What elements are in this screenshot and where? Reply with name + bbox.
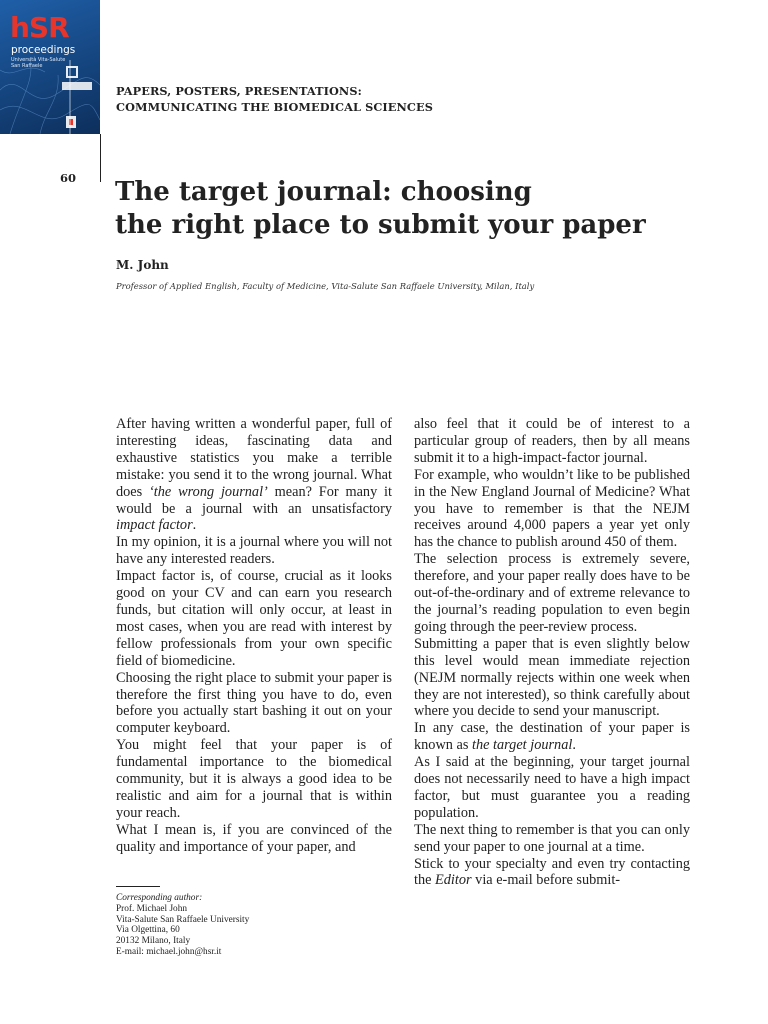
paragraph: You might feel that your paper is of fundamental importance to the biomedical community, but it is always a good idea to be realistic and aim for a journal that is within your reach.: [116, 737, 392, 821]
paragraph: The selection process is extremely severe, therefore, and your paper really does have to be out-of-the-ordinary and of extreme relevance to the journal’s reading population to even begin going through the peer-review process.: [414, 551, 690, 635]
footnote-institution: Vita-Salute San Raffaele University: [116, 914, 250, 925]
paragraph: For example, who wouldn’t like to be published in the New England Journal of Medicine? What you have to remember is that the NEJM receives around 4,000 papers a year yet only has the chance to publish around 450 of them.: [414, 466, 690, 551]
author-name: M. John: [116, 258, 169, 272]
corresponding-author-footnote: [116, 893, 376, 958]
journal-logo: [0, 0, 100, 134]
page-number: 60: [60, 171, 77, 185]
article-title: [115, 176, 735, 242]
paragraph: The next thing to remember is that you can only send your paper to one journal at a time.: [414, 821, 690, 855]
footnote-city: 20132 Milano, Italy: [116, 936, 191, 947]
paragraph: Stick to your specialty and even try contacting the Editor via e-mail before submit-: [414, 855, 690, 889]
article-title-line-2: the right place to submit your paper: [115, 210, 646, 240]
section-heading: [116, 83, 676, 115]
logo-hsr-text: hSR: [10, 11, 69, 44]
body-column-left: [116, 416, 392, 856]
paragraph: Submitting a paper that is even slightly below this level would mean immediate rejection (NEJM normally rejects within one week when they are not interested), so think carefully about where you decide to send your manuscript.: [414, 635, 690, 720]
logo-proceedings-text: proceedings: [11, 44, 76, 56]
paragraph: What I mean is, if you are convinced of the quality and importance of your paper, and: [116, 821, 392, 855]
author-affiliation: Professor of Applied English, Faculty of Medicine, Vita-Salute San Raffaele University, Milan, Italy: [116, 281, 535, 291]
paragraph: Impact factor is, of course, crucial as it looks good on your CV and can earn you research funds, but citation will only occur, at least in most cases, when you are read with interest by fellow professionals from your own specific field of biomedicine.: [116, 568, 392, 669]
footnote-email: E-mail: michael.john@hsr.it: [116, 946, 222, 957]
footnote-street: Via Olgettina, 60: [116, 925, 180, 936]
section-heading-line-1: PAPERS, POSTERS, PRESENTATIONS:: [116, 84, 362, 98]
paragraph: Choosing the right place to submit your paper is therefore the first thing you have to do, even before you actually start bashing it out on your computer keyboard.: [116, 669, 392, 737]
section-heading-line-2: COMMUNICATING THE BIOMEDICAL SCIENCES: [116, 100, 433, 114]
article-title-line-1: The target journal: choosing: [115, 177, 532, 207]
footnote-name: Prof. Michael John: [116, 903, 188, 914]
body-column-right: [414, 416, 690, 889]
paragraph: In my opinion, it is a journal where you will not have any interested readers.: [116, 534, 392, 568]
logo-tagline: Università Vita-Salute San Raffaele: [11, 57, 66, 69]
paragraph: In any case, the destination of your paper is known as the target journal.: [414, 720, 690, 754]
paragraph: As I said at the beginning, your target journal does not necessarily need to have a high impact factor, but must guarantee you a reading population.: [414, 754, 690, 821]
footnote-label: Corresponding author:: [116, 893, 203, 903]
margin-divider: [100, 134, 101, 182]
footnote-rule: [116, 886, 160, 887]
paragraph: also feel that it could be of interest to a particular group of readers, then by all means submit it to a high-impact-factor journal.: [414, 416, 690, 466]
paragraph: After having written a wonderful paper, full of interesting ideas, fascinating data and exhaustive statistics you make a terrible mistake: you send it to the wrong journal. What does ‘the wrong journal’ mean? For many it would be a journal with an unsatisfactory impact factor.: [116, 416, 393, 534]
